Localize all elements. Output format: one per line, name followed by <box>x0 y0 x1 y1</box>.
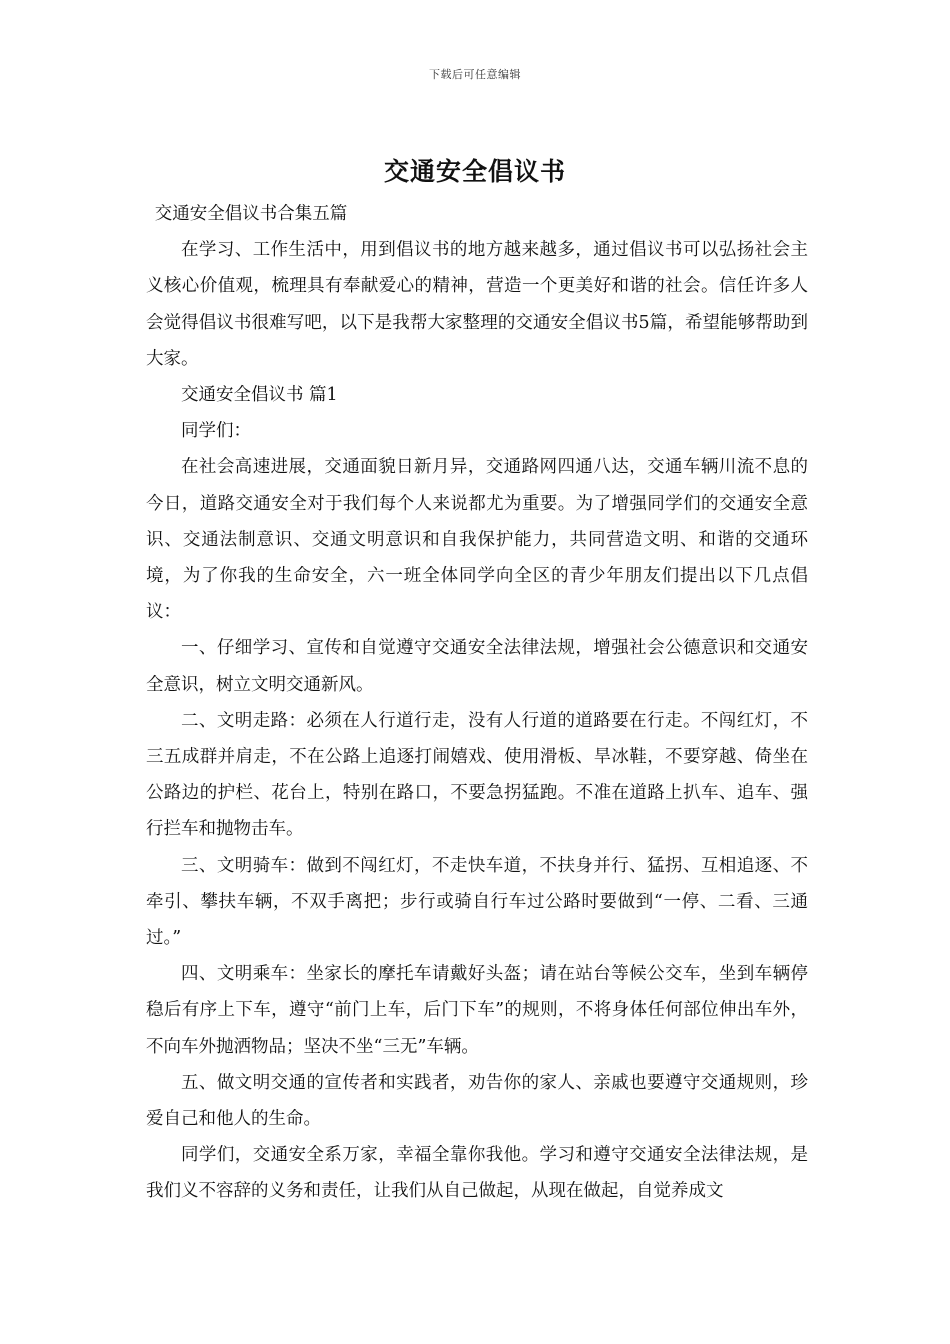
body-paragraph-intro: 在学习、工作生活中，用到倡议书的地方越来越多，通过倡议书可以弘扬社会主义核心价值观，梳理具有奉献爱心的精神，营造一个更美好和谐的社会。信任许多人会觉得倡议书很难写吧，以下是我帮大家整理的交通安全倡议书5篇，希望能够帮助到大家。 <box>146 240 808 369</box>
document-subtitle: 交通安全倡议书合集五篇 <box>154 204 348 224</box>
document-title: 交通安全倡议书 <box>383 157 566 186</box>
salutation: 同学们： <box>181 421 251 442</box>
body-paragraph: 在社会高速进展，交通面貌日新月异，交通路网四通八达，交通车辆川流不息的今日，道路交通安全对于我们每个人来说都尤为重要。为了增强同学们的交通安全意识、交通法制意识、交通文明意识和自我保护能力，共同营造文明、和谐的交通环境，为了你我的生命安全，六一班全体同学向全区的青少年朋友们提出以下几点倡议： <box>146 457 808 623</box>
body-paragraph-closing: 同学们，交通安全系万家，幸福全靠你我他。学习和遵守交通安全法律法规，是我们义不容辞的义务和责任，让我们从自己做起，从现在做起，自觉养成文 <box>146 1145 808 1202</box>
body-paragraph-point-2: 二、文明走路：必须在人行道行走，没有人行道的道路要在行走。不闯红灯，不三五成群并肩走，不在公路上追逐打闹嬉戏、使用滑板、旱冰鞋，不要穿越、倚坐在公路边的护栏、花台上，特别在路口，不要急拐猛跑。不准在道路上扒车、追车、强行拦车和抛物击车。 <box>146 710 808 840</box>
body-paragraph-point-5: 五、做文明交通的宣传者和实践者，劝告你的家人、亲戚也要遵守交通规则，珍爱自己和他人的生命。 <box>146 1072 808 1130</box>
document-body <box>146 196 808 1210</box>
body-paragraph-point-3: 三、文明骑车：做到不闯红灯，不走快车道，不扶身并行、猛拐、互相追逐、不牵引、攀扶车辆，不双手离把；步行或骑自行车过公路时要做到“一停、二看、三通过。” <box>146 855 808 949</box>
section-heading: 交通安全倡议书 篇1 <box>181 385 338 406</box>
body-paragraph-point-4: 四、文明乘车：坐家长的摩托车请戴好头盔；请在站台等候公交车，坐到车辆停稳后有序上下车，遵守“前门上车，后门下车”的规则，不将身体任何部位伸出车外，不向车外抛洒物品；坚决不坐“三无”车辆。 <box>146 964 808 1057</box>
header-note: 下载后可任意编辑 <box>429 68 521 81</box>
body-paragraph-point-1: 一、仔细学习、宣传和自觉遵守交通安全法律法规，增强社会公德意识和交通安全意识，树立文明交通新风。 <box>146 638 808 695</box>
